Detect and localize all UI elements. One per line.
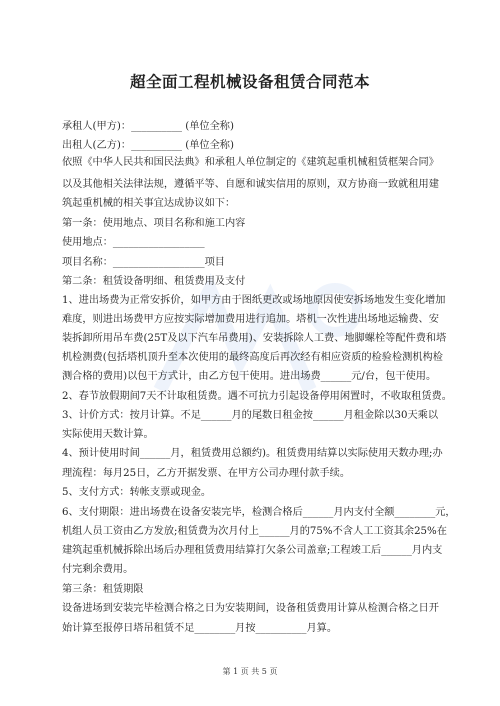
clause-1-line-3: 装拆卸所用吊车费(25T及以下汽车吊费用)、安装拆除人工费、地脚螺栓等配件费和塔 <box>62 333 447 344</box>
clause-4-line-1: 4、预计使用时间______月，租赁费用总额约)。租赁费用结算以实际使用天数办理;办 <box>62 448 443 459</box>
clause-6-line-4: 付完剩余费用。 <box>62 564 134 575</box>
clause-6-line-1: 6、支付期限：进出场费在设备安装完毕，检测合格后______月内支付全额________元， <box>62 507 456 518</box>
clause-2-line: 2、春节放假期间7天不计取租赁费。遇不可抗力引起设备停用闲置时，不收取租赁费。 <box>62 391 452 402</box>
preamble-line-1: 依照《中华人民共和国民法典》和承租人单位制定的《建筑起重机械租赁框架合同》 <box>62 157 439 168</box>
preamble-line-2: 以及其他相关法律法规，遵循平等、自愿和诚实信用的原则，双方协商一致就租用建 <box>62 179 439 190</box>
clause-1-line-4: 机检测费(包括塔机顶升至本次使用的最终高度后再次经有相应资质的检验检测机构检 <box>62 352 443 363</box>
article-2-heading: 第二条：租赁设备明细、租赁费用及支付 <box>62 276 246 287</box>
document-title: 超全面工程机械设备租赁合同范本 <box>129 73 370 91</box>
lessee-line: 承租人(甲方)：__________ (单位全称) <box>62 121 234 132</box>
clause-3-line-2: 实际使用天数计算。 <box>62 429 154 440</box>
clause-6-line-3: 建筑起重机械拆除出场后办理租赁费用结算打欠条公司盖章;工程竣工后______月内支 <box>62 545 443 556</box>
article-1-heading: 第一条：使用地点、项目名称和施工内容 <box>62 218 246 229</box>
clause-1-line-2: 难度，则进出场费甲方应按实际增加费用进行追加。塔机一次性进出场地运输费、安 <box>62 314 439 325</box>
article-3-line-2: 始计算至报停日塔吊租赁不足________月按__________月算。 <box>62 623 338 634</box>
clause-1-line-5: 测合格的费用)以包干方式计，由乙方包干使用。进出场费______元/台，包干使用。 <box>62 371 437 382</box>
clause-5-line: 5、支付方式：转帐支票或现金。 <box>62 487 212 498</box>
project-name-line: 项目名称：__________________项目 <box>62 257 225 268</box>
article-3-heading: 第三条：租赁期限 <box>62 584 144 595</box>
clause-3-line-1: 3、计价方式：按月计算。不足______月的尾数日租金按______月租金除以30天乘以 <box>62 410 439 421</box>
clause-6-line-2: 机组人员工资由乙方发放;租赁费为次月付上______月的75%不含人工工资其余25%在 <box>62 526 447 537</box>
preamble-line-3: 筑起重机械的相关事宜达成协议如下： <box>62 198 236 209</box>
location-line: 使用地点：__________________ <box>62 237 205 248</box>
lessor-line: 出租人(乙方)：__________ (单位全称) <box>62 140 234 151</box>
clause-1-line-1: 1、进出场费为正常安拆价，如甲方由于图纸更改或场地原因使安拆场地发生变化增加 <box>62 295 446 306</box>
clause-4-line-2: 理流程：每月25日，乙方开据发票、在甲方公司办理付款手续。 <box>62 468 351 479</box>
article-3-line-1: 设备进场到安装完毕检测合格之日为安装期间，设备租赁费用计算从检测合格之日开 <box>62 603 439 614</box>
page-number: 第 1 页 共 5 页 <box>222 667 278 676</box>
